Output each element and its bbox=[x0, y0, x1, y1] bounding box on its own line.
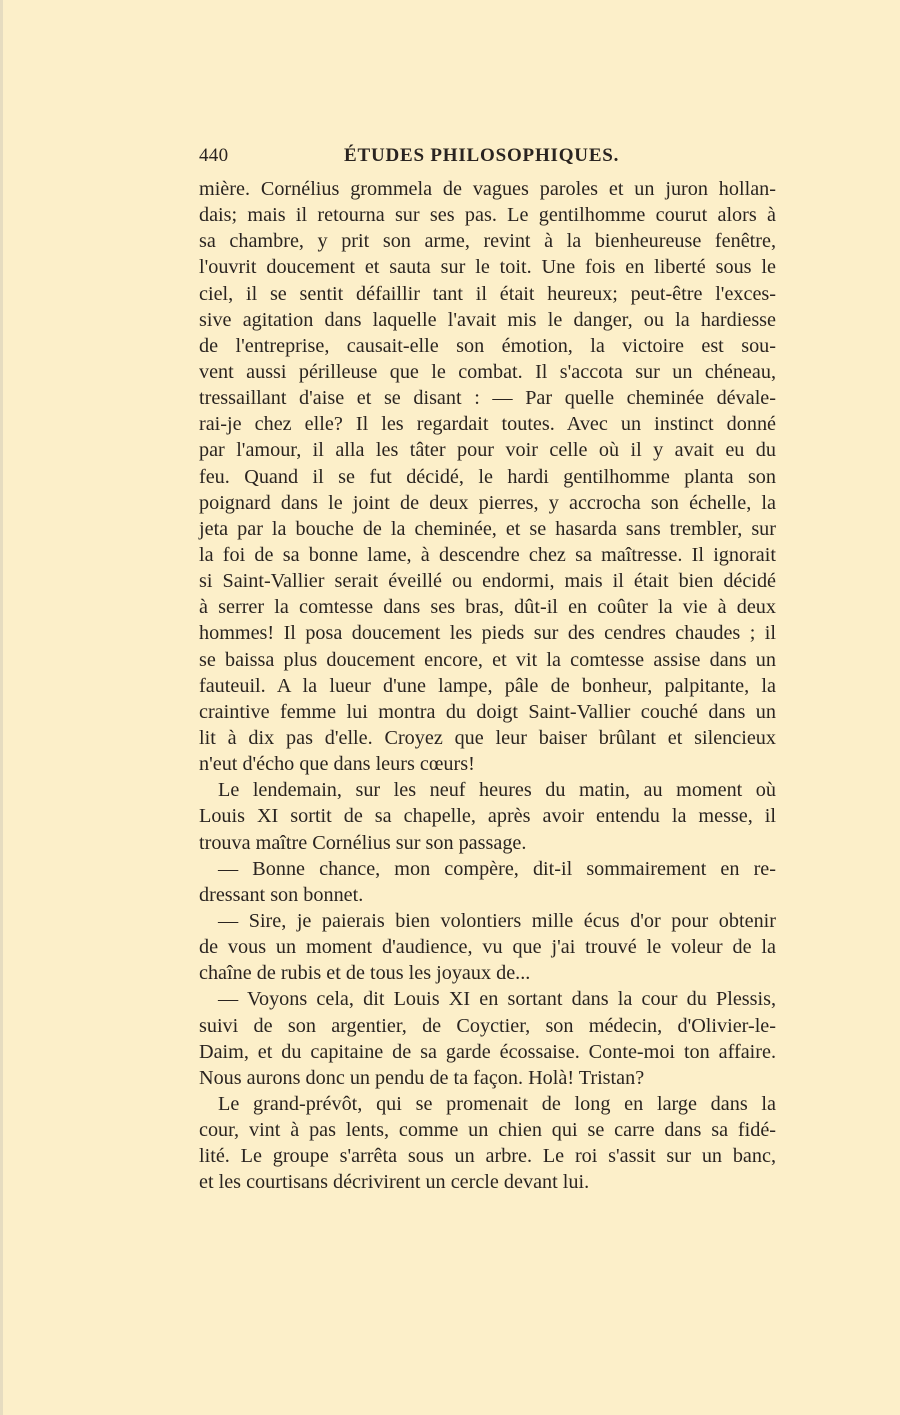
text-line: se baissa plus doucement encore, et vit la comtesse assise dans un bbox=[199, 648, 776, 671]
paragraph bbox=[199, 777, 776, 855]
text-line: feu. Quand il se fut décidé, le hardi gentilhomme planta son bbox=[199, 465, 776, 488]
text-line: — Sire, je paierais bien volontiers mille écus d'or pour obtenir bbox=[218, 909, 776, 932]
text-line: — Voyons cela, dit Louis XI en sortant dans la cour du Plessis, bbox=[218, 988, 776, 1011]
paragraph bbox=[199, 986, 776, 1091]
text-line: chaîne de rubis et de tous les joyaux de... bbox=[199, 962, 531, 985]
text-line: jeta par la bouche de la cheminée, et se hasarda sans trembler, sur bbox=[199, 517, 776, 540]
paragraph bbox=[199, 856, 776, 908]
text-line: Nous aurons donc un pendu de ta façon. Holà! Tristan? bbox=[199, 1066, 645, 1089]
text-line: de l'entreprise, causait-elle son émotion, la victoire est sou- bbox=[199, 334, 776, 357]
paragraph bbox=[199, 176, 776, 777]
text-line: vent aussi périlleuse que le combat. Il s'accota sur un chéneau, bbox=[199, 360, 776, 383]
text-line: de vous un moment d'audience, vu que j'ai trouvé le voleur de la bbox=[199, 936, 776, 959]
text-line: Louis XI sortit de sa chapelle, après avoir entendu la messe, il bbox=[199, 805, 776, 828]
page-number: 440 bbox=[199, 145, 229, 166]
text-line: suivi de son argentier, de Coyctier, son médecin, d'Olivier-le- bbox=[199, 1014, 776, 1037]
text-line: craintive femme lui montra du doigt Saint-Vallier couché dans un bbox=[199, 700, 776, 723]
text-line: tressaillant d'aise et se disant : — Par quelle cheminée dévale- bbox=[199, 387, 776, 410]
text-line: dais; mais il retourna sur ses pas. Le gentilhomme courut alors à bbox=[199, 204, 776, 227]
text-line: lit à dix pas d'elle. Croyez que leur baiser brûlant et silencieux bbox=[199, 726, 776, 749]
paragraph bbox=[199, 1091, 776, 1196]
text-line: poignard dans le joint de deux pierres, y accrocha son échelle, la bbox=[199, 491, 776, 514]
running-title: ÉTUDES PHILOSOPHIQUES. bbox=[344, 145, 620, 166]
text-line: sa chambre, y prit son arme, revint à la bienheureuse fenêtre, bbox=[199, 230, 776, 253]
text-line: fauteuil. A la lueur d'une lampe, pâle de bonheur, palpitante, la bbox=[199, 674, 776, 697]
text-line: à serrer la comtesse dans ses bras, dût-il en coûter la vie à deux bbox=[199, 596, 776, 619]
text-line: si Saint-Vallier serait éveillé ou endormi, mais il était bien décidé bbox=[199, 570, 776, 593]
text-line: cour, vint à pas lents, comme un chien qui se carre dans sa fidé- bbox=[199, 1119, 776, 1142]
text-line: — Bonne chance, mon compère, dit-il sommairement en re- bbox=[218, 857, 776, 880]
text-line: trouva maître Cornélius sur son passage. bbox=[199, 831, 527, 854]
text-line: Le grand-prévôt, qui se promenait de long en large dans la bbox=[218, 1092, 776, 1115]
text-line: rai-je chez elle? Il les regardait toutes. Avec un instinct donné bbox=[199, 413, 776, 436]
text-line: sive agitation dans laquelle l'avait mis le danger, ou la hardiesse bbox=[199, 308, 776, 331]
text-line: Le lendemain, sur les neuf heures du matin, au moment où bbox=[218, 779, 776, 802]
text-line: mière. Cornélius grommela de vagues paroles et un juron hollan- bbox=[199, 178, 776, 200]
text-line: la foi de sa bonne lame, à descendre chez sa maîtresse. Il ignorait bbox=[199, 543, 776, 566]
text-line: Daim, et du capitaine de sa garde écossaise. Conte-moi ton affaire. bbox=[199, 1040, 776, 1063]
text-line: dressant son bonnet. bbox=[199, 883, 364, 906]
text-line: ciel, il se sentit défaillir tant il était heureux; peut-être l'exces- bbox=[199, 282, 776, 305]
text-line: lité. Le groupe s'arrêta sous un arbre. Le roi s'assit sur un banc, bbox=[199, 1145, 776, 1168]
paragraph bbox=[199, 908, 776, 986]
text-line: hommes! Il posa doucement les pieds sur des cendres chaudes ; il bbox=[199, 622, 776, 645]
text-line: l'ouvrit doucement et sauta sur le toit. Une fois en liberté sous le bbox=[199, 256, 776, 279]
text-line: par l'amour, il alla les tâter pour voir celle où il y avait eu du bbox=[199, 439, 776, 462]
text-line: et les courtisans décrivirent un cercle devant lui. bbox=[199, 1171, 590, 1194]
page-header bbox=[199, 145, 776, 173]
text-line: n'eut d'écho que dans leurs cœurs! bbox=[199, 753, 475, 776]
body-text bbox=[199, 176, 776, 1195]
